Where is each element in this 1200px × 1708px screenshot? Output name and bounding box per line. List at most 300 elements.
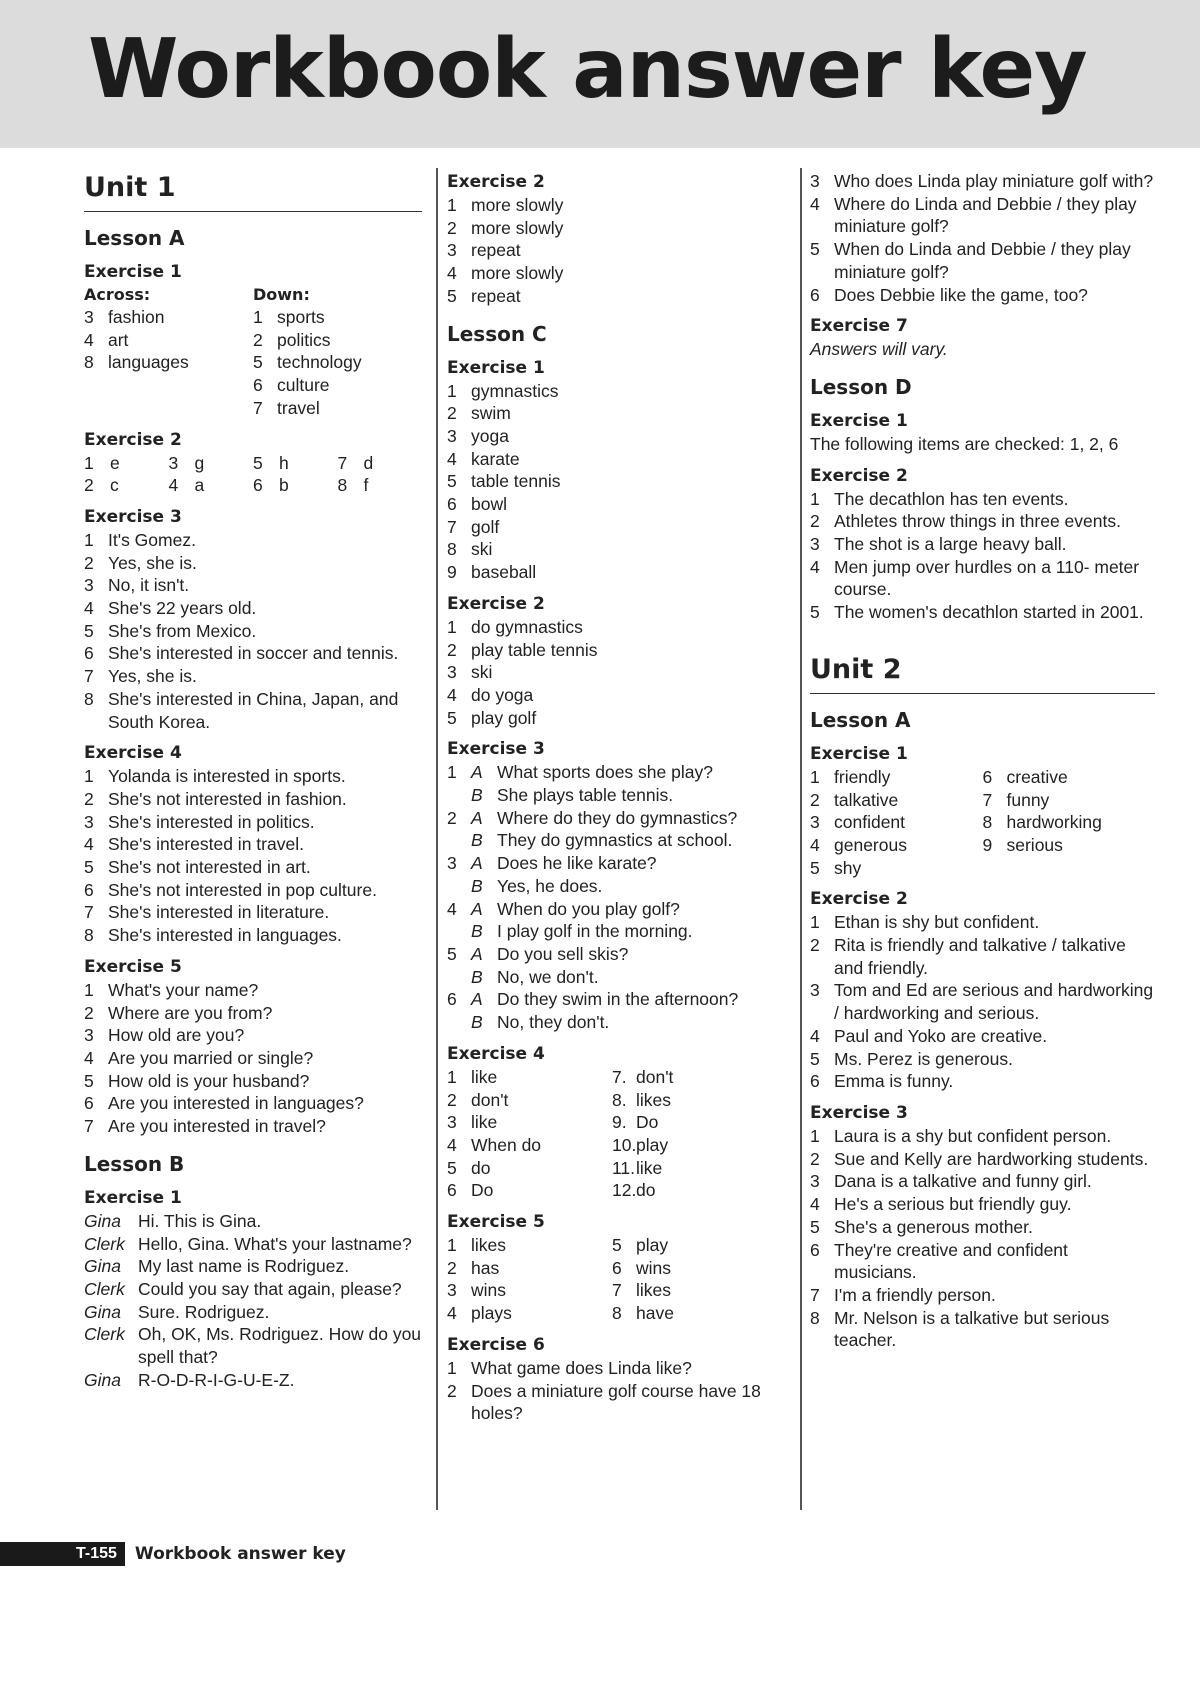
answer-item — [84, 574, 422, 597]
item-number: 5 — [447, 1157, 457, 1178]
speaker-letter: A — [471, 898, 483, 919]
item-number: 2 — [84, 788, 94, 809]
item-text: No, it isn't. — [108, 575, 190, 596]
item-text: Yes, he does. — [497, 875, 603, 896]
answer-item — [447, 852, 777, 875]
item-number: 4 — [810, 193, 820, 214]
answer-item — [447, 402, 777, 425]
item-number: 1 — [447, 616, 457, 637]
answer-item — [84, 597, 422, 620]
item-text: a — [194, 475, 205, 496]
item-number: 7 — [253, 397, 263, 418]
answer-list — [447, 1357, 777, 1425]
answer-item — [169, 474, 254, 497]
answer-item — [447, 898, 777, 921]
item-text: Do you sell skis? — [497, 943, 629, 964]
item-number: 2 — [447, 1380, 457, 1401]
item-number: 1 — [253, 307, 263, 327]
matching-answers — [84, 452, 422, 497]
item-text: wins — [471, 1280, 507, 1301]
answer-item — [447, 943, 777, 966]
item-number: 4 — [168, 475, 179, 496]
item-number: 6 — [810, 1239, 820, 1260]
item-text: She's interested in travel. — [108, 834, 304, 855]
answer-item — [338, 452, 423, 475]
item-number: 5 — [447, 943, 457, 964]
speaker-letter: A — [471, 807, 483, 828]
item-text: She's interested in literature. — [108, 902, 330, 923]
answer-item — [447, 966, 777, 989]
item-text: talkative — [834, 789, 899, 810]
item-number: 8 — [447, 539, 457, 560]
item-number: 12. — [612, 1180, 637, 1201]
item-number: 4 — [447, 898, 457, 919]
item-text: like — [636, 1157, 663, 1178]
item-text: more slowly — [471, 263, 564, 284]
answer-item — [612, 1157, 777, 1180]
item-text: She's not interested in pop culture. — [108, 879, 377, 900]
item-number: 4 — [447, 448, 457, 469]
item-text: Are you interested in travel? — [108, 1116, 326, 1137]
answer-item — [810, 488, 1155, 511]
answer-list — [810, 170, 1155, 306]
item-number: 5 — [810, 857, 820, 878]
item-text: repeat — [471, 285, 521, 306]
speaker-letter: B — [471, 875, 483, 896]
item-text: f — [363, 475, 369, 496]
item-text: I'm a friendly person. — [834, 1284, 996, 1305]
answer-item — [447, 1302, 612, 1325]
answer-item — [810, 556, 1155, 601]
item-number: 4 — [447, 1134, 457, 1155]
item-number: 4 — [447, 263, 457, 284]
dialog-line — [84, 1255, 422, 1278]
item-number: 3 — [447, 853, 457, 874]
item-number: 3 — [84, 575, 94, 596]
item-text: play golf — [471, 707, 537, 728]
item-text: It's Gomez. — [108, 529, 196, 550]
item-number: 3 — [447, 662, 457, 683]
column-divider — [436, 168, 438, 1510]
answer-item — [810, 238, 1155, 283]
item-text: ski — [471, 662, 493, 683]
item-text: Yes, she is. — [108, 552, 197, 573]
dialog-text: Hello, Gina. What's your lastname? — [138, 1233, 412, 1254]
item-text: Ms. Perez is generous. — [834, 1048, 1013, 1069]
item-text: Laura is a shy but confident person. — [834, 1125, 1112, 1146]
item-number: 4 — [447, 1303, 457, 1324]
answer-item — [253, 452, 338, 475]
answer-list — [447, 616, 777, 730]
page-header — [0, 0, 1200, 148]
answer-item — [447, 1380, 777, 1425]
answer-item — [983, 766, 1156, 789]
item-number: 5 — [84, 1070, 94, 1091]
answer-item — [447, 1234, 612, 1257]
down-label: Down: — [253, 285, 310, 304]
item-text: She's interested in soccer and tennis. — [108, 643, 399, 664]
answer-item — [810, 1193, 1155, 1216]
answer-item — [810, 1284, 1155, 1307]
item-number: 6 — [447, 494, 457, 515]
item-number: 6 — [84, 1093, 94, 1114]
item-text: She's 22 years old. — [108, 598, 257, 619]
answer-item — [84, 351, 253, 374]
item-number: 6 — [810, 284, 820, 305]
item-number: 1 — [447, 195, 457, 215]
item-text: karate — [471, 448, 520, 469]
dialog-text: Could you say that again, please? — [138, 1278, 402, 1299]
item-number: 8 — [612, 1303, 622, 1324]
lesson-heading: Lesson A — [84, 226, 185, 250]
item-text: They're creative and confident musicians. — [834, 1239, 1068, 1283]
item-text: He's a serious but friendly guy. — [834, 1194, 1072, 1215]
item-number: 2 — [447, 639, 457, 660]
dialog-line — [84, 1301, 422, 1324]
unit-heading: Unit 2 — [810, 652, 1155, 694]
answer-item — [810, 1048, 1155, 1071]
item-number: 1 — [810, 912, 820, 933]
exercise-heading: Exercise 7 — [810, 316, 908, 337]
item-text: travel — [277, 397, 320, 418]
answer-item — [612, 1179, 777, 1202]
lesson-heading: Lesson C — [447, 321, 547, 346]
item-number: 2 — [810, 511, 820, 532]
item-text: The women's decathlon started in 2001. — [834, 602, 1144, 623]
item-text: more slowly — [471, 195, 564, 215]
answer-item — [447, 194, 777, 217]
item-text: golf — [471, 516, 500, 537]
dialog-text: My last name is Rodriguez. — [138, 1256, 350, 1277]
item-text: wins — [636, 1257, 672, 1278]
answer-item — [84, 788, 422, 811]
answer-item — [612, 1302, 777, 1325]
item-text: fashion — [108, 307, 165, 327]
answer-item — [84, 811, 422, 834]
column-divider — [800, 168, 802, 1510]
speaker-name: Gina — [84, 1256, 121, 1277]
item-number: 3 — [84, 1025, 94, 1046]
item-number: 3 — [447, 1112, 457, 1133]
answer-item — [612, 1279, 777, 1302]
item-number: 5 — [612, 1235, 622, 1256]
item-text: Are you married or single? — [108, 1047, 314, 1068]
item-number: 2 — [84, 1002, 94, 1023]
answer-item — [84, 688, 422, 733]
answer-item — [447, 1089, 612, 1112]
item-text: What's your name? — [108, 979, 259, 1000]
answer-list — [810, 488, 1155, 624]
item-number: 7 — [447, 516, 457, 537]
two-column-answers — [810, 766, 1155, 880]
item-text: do — [471, 1157, 491, 1178]
item-number: 4 — [447, 684, 457, 705]
answer-item — [253, 306, 422, 329]
item-number: 1 — [810, 766, 820, 787]
dialog-text: Sure. Rodriguez. — [138, 1301, 270, 1322]
answer-item — [84, 833, 422, 856]
item-number: 4 — [84, 598, 94, 619]
item-number: 7 — [982, 789, 993, 810]
dialog-text: Oh, OK, Ms. Rodriguez. How do you spell that? — [138, 1324, 422, 1368]
item-text: gymnastics — [471, 380, 559, 401]
answer-item — [169, 452, 254, 475]
item-number: 7. — [612, 1066, 627, 1087]
item-text: culture — [277, 375, 330, 396]
item-text: d — [363, 452, 374, 473]
item-text: creative — [1006, 766, 1068, 787]
crossword-answers — [84, 284, 422, 420]
speaker-name: Gina — [84, 1369, 121, 1390]
exercise-heading: Exercise 5 — [447, 1212, 545, 1233]
exercise-heading: Exercise 2 — [447, 172, 545, 192]
answer-item — [447, 875, 777, 898]
column-1 — [84, 170, 422, 1391]
item-text: She's from Mexico. — [108, 620, 257, 641]
dialog-line — [84, 1278, 422, 1301]
exercise-heading: Exercise 6 — [447, 1334, 545, 1355]
item-number: 5 — [253, 452, 263, 473]
item-text: She's interested in politics. — [108, 811, 315, 832]
item-text: confident — [834, 812, 906, 833]
item-number: 7 — [810, 1284, 820, 1305]
item-text: She plays table tennis. — [497, 785, 674, 806]
page-number: T-155 — [0, 1542, 125, 1566]
item-text: has — [471, 1257, 500, 1278]
answer-item — [612, 1134, 777, 1157]
item-number: 8. — [612, 1089, 627, 1110]
answer-item — [84, 620, 422, 643]
item-number: 1 — [447, 1357, 457, 1378]
answer-list — [447, 380, 777, 584]
answer-item — [84, 552, 422, 575]
item-number: 9. — [612, 1112, 627, 1133]
answer-item — [810, 193, 1155, 238]
item-number: 4 — [810, 1025, 820, 1046]
speaker-letter: A — [471, 989, 483, 1010]
item-number: 5 — [447, 471, 457, 492]
item-text: When do Linda and Debbie / they play miniature golf? — [834, 239, 1131, 282]
answer-item — [84, 901, 422, 924]
item-number: 5 — [810, 1048, 820, 1069]
item-number: 1 — [447, 1066, 457, 1087]
speaker-name: Gina — [84, 1210, 121, 1231]
answer-item — [447, 829, 777, 852]
exercise-heading: Exercise 4 — [447, 1043, 545, 1064]
answer-item — [612, 1089, 777, 1112]
checked-items-text: The following items are checked: 1, 2, 6 — [810, 433, 1119, 454]
answer-item — [84, 452, 169, 475]
item-number: 1 — [810, 488, 820, 509]
item-number: 3 — [810, 980, 820, 1001]
item-text: repeat — [471, 240, 521, 261]
item-text: table tennis — [471, 471, 561, 492]
footer-label: Workbook answer key — [134, 1544, 346, 1564]
item-text: more slowly — [471, 217, 564, 238]
answer-list — [983, 766, 1156, 880]
answer-item — [810, 979, 1155, 1024]
exercise-heading: Exercise 1 — [84, 1187, 182, 1208]
item-text: She's interested in languages. — [108, 925, 342, 946]
answer-item — [84, 474, 169, 497]
answer-item — [810, 1025, 1155, 1048]
item-number: 3 — [810, 812, 820, 833]
answer-item — [84, 1024, 422, 1047]
item-number: 7 — [84, 1116, 94, 1137]
item-number: 5 — [84, 857, 94, 878]
item-text: politics — [277, 329, 331, 350]
answer-list — [810, 911, 1155, 1093]
item-text: baseball — [471, 562, 537, 583]
speaker-letter: A — [471, 943, 483, 964]
item-number: 1 — [810, 1125, 820, 1146]
item-text: She's not interested in art. — [108, 857, 311, 878]
item-number: 5 — [447, 285, 457, 306]
item-number: 1 — [84, 529, 94, 550]
answer-item — [810, 170, 1155, 193]
item-text: hardworking — [1006, 812, 1102, 833]
answer-list — [612, 1234, 777, 1325]
answer-item — [810, 766, 983, 789]
answer-item — [810, 533, 1155, 556]
speaker-letter: B — [471, 785, 483, 806]
answer-item — [253, 329, 422, 352]
speaker-letter: A — [471, 853, 483, 874]
answer-item — [447, 380, 777, 403]
answer-item — [983, 811, 1156, 834]
answer-item — [447, 616, 777, 639]
item-text: They do gymnastics at school. — [497, 830, 733, 851]
item-number: 1 — [447, 1235, 457, 1256]
exercise-heading: Exercise 3 — [810, 1102, 908, 1123]
answer-item — [84, 665, 422, 688]
item-number: 8 — [982, 812, 993, 833]
item-text: ski — [471, 539, 493, 560]
item-text: generous — [834, 834, 907, 855]
answer-item — [253, 474, 338, 497]
speaker-name: Gina — [84, 1301, 121, 1322]
item-number: 5 — [447, 707, 457, 728]
answer-item — [253, 351, 422, 374]
answer-item — [612, 1234, 777, 1257]
dialog-line — [84, 1210, 422, 1233]
answer-item — [447, 561, 777, 584]
item-number: 2 — [810, 789, 820, 810]
answer-item — [447, 661, 777, 684]
item-number: 4 — [810, 834, 820, 855]
answer-item — [447, 470, 777, 493]
answer-list — [810, 766, 983, 880]
item-text: When do you play golf? — [497, 898, 680, 919]
item-text: Sue and Kelly are hardworking students. — [834, 1148, 1149, 1169]
item-text: likes — [636, 1280, 672, 1301]
item-number: 5 — [810, 239, 820, 260]
item-number: 9 — [447, 562, 457, 583]
item-text: have — [636, 1303, 674, 1324]
item-number: 3 — [447, 1280, 457, 1301]
item-text: don't — [636, 1066, 674, 1087]
answer-item — [447, 262, 777, 285]
speaker-letter: B — [471, 966, 483, 987]
answer-item — [447, 285, 777, 308]
item-text: Does he like karate? — [497, 853, 657, 874]
item-number: 8 — [84, 925, 94, 946]
item-number: 2 — [447, 403, 457, 424]
item-text: No, they don't. — [497, 1012, 610, 1033]
item-text: I play golf in the morning. — [497, 921, 693, 942]
item-text: Yes, she is. — [108, 666, 197, 687]
item-text: Where do Linda and Debbie / they play miniature golf? — [834, 193, 1137, 237]
answer-item — [612, 1066, 777, 1089]
item-text: What game does Linda like? — [471, 1357, 692, 1378]
answer-item — [447, 1111, 612, 1134]
item-text: art — [108, 329, 129, 350]
answer-item — [810, 1170, 1155, 1193]
item-number: 1 — [447, 380, 457, 401]
item-number: 1 — [447, 762, 457, 783]
item-text: yoga — [471, 425, 509, 446]
lesson-heading: Lesson A — [810, 707, 911, 732]
speaker-name: Clerk — [84, 1278, 125, 1299]
item-text: Where are you from? — [108, 1002, 273, 1023]
item-text: c — [110, 475, 119, 496]
item-text: Where do they do gymnastics? — [497, 807, 738, 828]
item-text: Men jump over hurdles on a 110- meter course. — [834, 556, 1140, 600]
answer-item — [447, 1179, 612, 1202]
answer-item — [810, 911, 1155, 934]
down-list — [253, 284, 422, 420]
item-text: likes — [636, 1089, 672, 1110]
answer-item — [447, 988, 777, 1011]
item-number: 6 — [982, 766, 993, 787]
answer-item — [253, 374, 422, 397]
answer-item — [612, 1257, 777, 1280]
item-text: Emma is funny. — [834, 1071, 954, 1092]
lesson-heading: Lesson B — [84, 1151, 185, 1176]
item-text: like — [471, 1066, 498, 1087]
item-text: The shot is a large heavy ball. — [834, 534, 1067, 555]
dialog-line — [84, 1323, 422, 1368]
answer-item — [810, 789, 983, 812]
speaker-name: Clerk — [84, 1324, 125, 1345]
item-number: 10. — [612, 1134, 637, 1155]
answer-item — [447, 217, 777, 240]
item-text: do gymnastics — [471, 616, 583, 637]
item-number: 4 — [84, 834, 94, 855]
item-text: Who does Linda play miniature golf with? — [834, 171, 1154, 191]
dialog-text: Hi. This is Gina. — [138, 1210, 262, 1231]
item-number: 4 — [84, 329, 94, 350]
item-number: 6 — [253, 475, 263, 496]
item-text: bowl — [471, 494, 507, 515]
answer-item — [84, 1002, 422, 1025]
item-text: Are you interested in languages? — [108, 1093, 364, 1114]
answer-item — [447, 239, 777, 262]
item-text: languages — [108, 352, 189, 373]
item-number: 5 — [253, 352, 263, 373]
item-text: swim — [471, 403, 511, 424]
answer-item — [84, 306, 253, 329]
answer-item — [447, 639, 777, 662]
item-text: Does a miniature golf course have 18 holes? — [471, 1380, 761, 1424]
item-number: 3 — [84, 307, 94, 327]
answer-item — [447, 1357, 777, 1380]
answer-item — [84, 1047, 422, 1070]
answer-item — [447, 425, 777, 448]
exercise-heading: Exercise 3 — [447, 739, 545, 760]
item-number: 1 — [84, 766, 94, 787]
answer-list — [447, 1066, 612, 1202]
